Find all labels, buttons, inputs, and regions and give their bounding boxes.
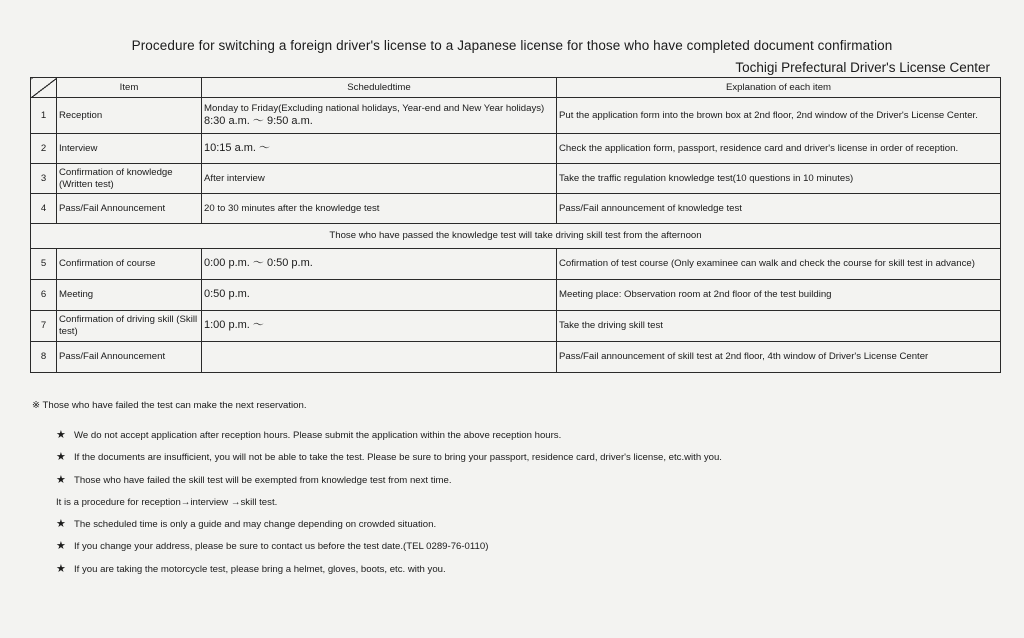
- row-time: After interview: [202, 164, 557, 194]
- row-number: 1: [31, 98, 57, 134]
- row-explanation: Put the application form into the brown box at 2nd floor, 2nd window of the Driver's License Center.: [557, 98, 1001, 134]
- list-item: [56, 519, 722, 541]
- row-explanation: Cofirmation of test course (Only examinee can walk and check the course for skill test in advance): [557, 249, 1001, 280]
- row-item: Reception: [57, 98, 202, 134]
- table-row: [31, 280, 1001, 311]
- star-icon: ★: [56, 429, 66, 441]
- table-row: [31, 164, 1001, 194]
- table-row: [31, 98, 1001, 134]
- star-icon: ★: [56, 540, 66, 553]
- row-item: Confirmation of knowledge (Written test): [57, 164, 202, 194]
- row-explanation: Check the application form, passport, residence card and driver's license in order of reception.: [557, 134, 1001, 164]
- note-text: We do not accept application after reception hours. Please submit the application within the above reception hours.: [74, 430, 562, 441]
- row-item: Interview: [57, 134, 202, 164]
- row-time: 20 to 30 minutes after the knowledge test: [202, 194, 557, 224]
- row-item: Pass/Fail Announcement: [57, 194, 202, 224]
- header-item: Item: [57, 78, 202, 98]
- note-text: If you change your address, please be sure to contact us before the test date.(TEL 0289-76-0110): [74, 541, 489, 553]
- row-number: 8: [31, 342, 57, 373]
- row-time: [202, 98, 557, 134]
- table-row: [31, 134, 1001, 164]
- afternoon-banner-row: [31, 224, 1001, 249]
- document-title: Procedure for switching a foreign driver's license to a Japanese license for those who have completed document confirmation: [131, 38, 893, 53]
- reservation-footnote: ※ Those who have failed the test can make the next reservation.: [32, 400, 307, 411]
- list-item: [56, 452, 722, 474]
- row-number: 4: [31, 194, 57, 224]
- header-scheduled-time: Scheduledtime: [202, 78, 557, 98]
- row-explanation: Meeting place: Observation room at 2nd floor of the test building: [557, 280, 1001, 311]
- schedule-table: [30, 77, 1001, 373]
- table-row: [31, 311, 1001, 342]
- afternoon-banner: Those who have passed the knowledge test will take driving skill test from the afternoon: [31, 224, 1001, 249]
- table-row: [31, 342, 1001, 373]
- note-text: The scheduled time is only a guide and may change depending on crowded situation.: [74, 519, 437, 531]
- row-explanation: Take the traffic regulation knowledge test(10 questions in 10 minutes): [557, 164, 1001, 194]
- list-item: [56, 497, 722, 519]
- note-text: It is a procedure for reception→interview →skill test.: [56, 496, 278, 508]
- row-explanation: Pass/Fail announcement of knowledge test: [557, 194, 1001, 224]
- row-item: Meeting: [57, 280, 202, 311]
- row-time: 10:15 a.m. ～: [202, 134, 557, 164]
- star-icon: ★: [56, 473, 66, 486]
- corner-cell: [31, 78, 57, 98]
- star-icon: ★: [56, 518, 66, 531]
- row-time-hours: 8:30 a.m. ～ 9:50 a.m.: [204, 114, 313, 127]
- row-explanation: Take the driving skill test: [557, 311, 1001, 342]
- row-number: 3: [31, 164, 57, 194]
- notes-list: [56, 430, 722, 586]
- note-text: Those who have failed the skill test will be exempted from knowledge test from next time.: [74, 474, 452, 486]
- row-time: 0:00 p.m. ～ 0:50 p.m.: [202, 249, 557, 280]
- row-explanation: Pass/Fail announcement of skill test at 2nd floor, 4th window of Driver's License Center: [557, 342, 1001, 373]
- row-item: Confirmation of course: [57, 249, 202, 280]
- table-row: [31, 194, 1001, 224]
- row-item: Confirmation of driving skill (Skill test): [57, 311, 202, 342]
- row-number: 6: [31, 280, 57, 311]
- table-row: [31, 249, 1001, 280]
- header-explanation: Explanation of each item: [557, 78, 1001, 98]
- row-time: 0:50 p.m.: [202, 280, 557, 311]
- row-number: 5: [31, 249, 57, 280]
- row-item: Pass/Fail Announcement: [57, 342, 202, 373]
- note-text: If you are taking the motorcycle test, please bring a helmet, gloves, boots, etc. with you.: [74, 563, 446, 575]
- table-header-row: [31, 78, 1001, 98]
- list-item: [56, 564, 722, 586]
- list-item: [56, 541, 722, 563]
- row-number: 7: [31, 311, 57, 342]
- organization-name: Tochigi Prefectural Driver's License Center: [735, 60, 990, 75]
- star-icon: ★: [56, 562, 66, 575]
- row-number: 2: [31, 134, 57, 164]
- star-icon: ★: [56, 451, 66, 464]
- list-item: [56, 430, 722, 452]
- list-item: [56, 475, 722, 497]
- row-time: 1:00 p.m. ～: [202, 311, 557, 342]
- row-time-days: Monday to Friday(Excluding national holidays, Year-end and New Year holidays): [204, 102, 545, 114]
- note-text: If the documents are insufficient, you will not be able to take the test. Please be sure to bring your passport, residence card, driver's license, etc.with you.: [74, 452, 722, 464]
- row-time: [202, 342, 557, 373]
